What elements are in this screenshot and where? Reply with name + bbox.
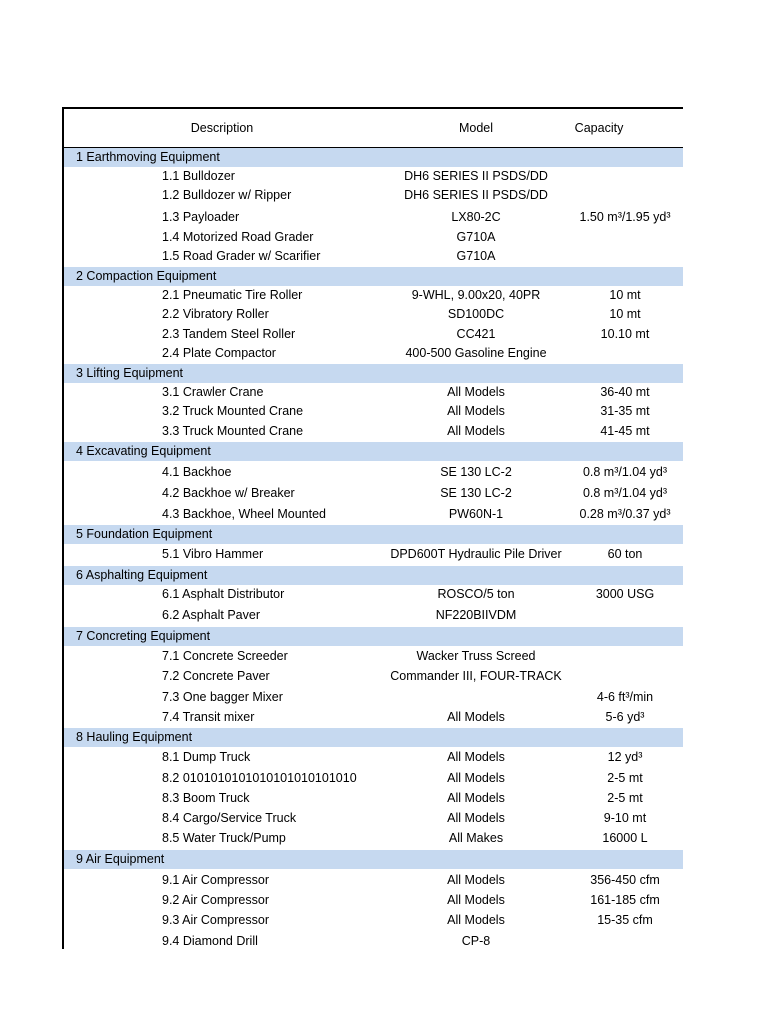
- row-capacity: 356-450 cfm: [590, 872, 660, 887]
- table-row: [64, 606, 683, 625]
- table-row: [64, 891, 683, 910]
- row-capacity: 31-35 mt: [600, 403, 650, 418]
- row-description: 3 Lifting Equipment: [76, 365, 184, 380]
- category-row: [64, 850, 683, 869]
- table-row: [64, 402, 683, 421]
- row-model: 400-500 Gasoline Engine: [405, 345, 547, 360]
- row-description: 6 Asphalting Equipment: [76, 567, 208, 582]
- row-capacity: 1.50 m³/1.95 yd³: [579, 209, 671, 224]
- row-model: SE 130 LC-2: [440, 485, 512, 500]
- table-row: [64, 829, 683, 848]
- row-model: NF220BIIVDM: [435, 607, 517, 622]
- row-description: 3.3 Truck Mounted Crane: [162, 423, 304, 438]
- row-description: 8.5 Water Truck/Pump: [162, 830, 286, 845]
- row-capacity: 15-35 cfm: [597, 912, 653, 927]
- row-description: 7.3 One bagger Mixer: [162, 689, 283, 704]
- header-description: Description: [190, 120, 254, 135]
- row-description: 5 Foundation Equipment: [76, 526, 213, 541]
- category-row: [64, 525, 683, 544]
- row-model: Wacker Truss Screed: [416, 648, 536, 663]
- row-model: All Models: [447, 384, 505, 399]
- row-description: 1 Earthmoving Equipment: [76, 149, 220, 164]
- row-description: 9.2 Air Compressor: [162, 892, 269, 907]
- row-description: 1.5 Road Grader w/ Scarifier: [162, 248, 321, 263]
- row-description: 6.2 Asphalt Paver: [162, 607, 260, 622]
- row-description: 7 Concreting Equipment: [76, 628, 211, 643]
- table-row: [64, 286, 683, 305]
- row-description: 2.4 Plate Compactor: [162, 345, 276, 360]
- category-row: [64, 442, 683, 461]
- row-description: 4.1 Backhoe: [162, 464, 232, 479]
- row-description: 4.3 Backhoe, Wheel Mounted: [162, 506, 326, 521]
- table-row: [64, 186, 683, 205]
- row-description: 2.2 Vibratory Roller: [162, 306, 269, 321]
- table-row: [64, 247, 683, 266]
- row-description: 4 Excavating Equipment: [76, 443, 211, 458]
- row-description: 9.4 Diamond Drill: [162, 933, 258, 948]
- row-capacity: 36-40 mt: [600, 384, 650, 399]
- row-description: 8 Hauling Equipment: [76, 729, 193, 744]
- category-row: [64, 364, 683, 383]
- table-row: [64, 708, 683, 727]
- row-description: 8.2 0101010101010101010101010: [162, 770, 357, 785]
- table-row: [64, 871, 683, 890]
- row-model: All Makes: [448, 830, 504, 845]
- row-capacity: 0.8 m³/1.04 yd³: [582, 464, 668, 479]
- table-row: [64, 769, 683, 788]
- row-description: 8.4 Cargo/Service Truck: [162, 810, 297, 825]
- row-description: 1.1 Bulldozer: [162, 168, 235, 183]
- row-description: 7.1 Concrete Screeder: [162, 648, 288, 663]
- row-description: 2.3 Tandem Steel Roller: [162, 326, 296, 341]
- row-description: 7.4 Transit mixer: [162, 709, 255, 724]
- row-capacity: 9-10 mt: [603, 810, 647, 825]
- row-model: All Models: [447, 770, 505, 785]
- table-row: [64, 228, 683, 247]
- row-capacity: 10 mt: [609, 306, 641, 321]
- row-capacity: 10 mt: [609, 287, 641, 302]
- category-row: [64, 566, 683, 585]
- table-row: [64, 545, 683, 564]
- row-capacity: 4-6 ft³/min: [596, 689, 654, 704]
- table-row: [64, 748, 683, 767]
- row-description: 9.1 Air Compressor: [162, 872, 269, 887]
- table-row: [64, 809, 683, 828]
- row-model: All Models: [447, 709, 505, 724]
- row-description: 8.3 Boom Truck: [162, 790, 250, 805]
- row-description: 7.2 Concrete Paver: [162, 668, 270, 683]
- row-description: 2.1 Pneumatic Tire Roller: [162, 287, 303, 302]
- row-description: 1.4 Motorized Road Grader: [162, 229, 314, 244]
- table-row: [64, 167, 683, 186]
- row-model: CP-8: [461, 933, 491, 948]
- table-row: [64, 383, 683, 402]
- row-model: All Models: [447, 810, 505, 825]
- row-model: ROSCO/5 ton: [437, 586, 515, 601]
- row-description: 1.2 Bulldozer w/ Ripper: [162, 187, 292, 202]
- row-description: 9.3 Air Compressor: [162, 912, 269, 927]
- row-model: SD100DC: [447, 306, 505, 321]
- row-description: 3.2 Truck Mounted Crane: [162, 403, 304, 418]
- row-model: All Models: [447, 790, 505, 805]
- equipment-table: [62, 107, 683, 949]
- table-row: [64, 325, 683, 344]
- table-row: [64, 789, 683, 808]
- row-model: 9-WHL, 9.00x20, 40PR: [411, 287, 541, 302]
- table-row: [64, 344, 683, 363]
- row-capacity: 0.8 m³/1.04 yd³: [582, 485, 668, 500]
- table-row: [64, 647, 683, 666]
- row-model: G710A: [456, 229, 496, 244]
- table-row: [64, 305, 683, 324]
- table-row: [64, 208, 683, 227]
- row-capacity: 10.10 mt: [600, 326, 650, 341]
- row-model: DH6 SERIES II PSDS/DD: [404, 168, 548, 183]
- header-model: Model: [458, 120, 494, 135]
- row-capacity: 12 yd³: [607, 749, 643, 764]
- table-row: [64, 505, 683, 524]
- table-row: [64, 422, 683, 441]
- row-description: 4.2 Backhoe w/ Breaker: [162, 485, 295, 500]
- row-description: 3.1 Crawler Crane: [162, 384, 264, 399]
- row-model: All Models: [447, 872, 505, 887]
- table-row: [64, 484, 683, 503]
- category-row: [64, 627, 683, 646]
- row-capacity: 161-185 cfm: [590, 892, 660, 907]
- row-capacity: 16000 L: [602, 830, 648, 845]
- table-row: [64, 911, 683, 930]
- row-description: 9 Air Equipment: [76, 851, 165, 866]
- row-model: LX80-2C: [451, 209, 501, 224]
- row-capacity: 5-6 yd³: [605, 709, 645, 724]
- row-description: 2 Compaction Equipment: [76, 268, 217, 283]
- row-model: DPD600T Hydraulic Pile Driver: [390, 546, 562, 561]
- table-row: [64, 688, 683, 707]
- row-model: PW60N-1: [448, 506, 504, 521]
- row-model: All Models: [447, 749, 505, 764]
- category-row: [64, 267, 683, 286]
- row-capacity: 41-45 mt: [600, 423, 650, 438]
- row-capacity: 2-5 mt: [607, 790, 643, 805]
- row-capacity: 2-5 mt: [607, 770, 643, 785]
- row-model: SE 130 LC-2: [440, 464, 512, 479]
- header-capacity: Capacity: [574, 120, 624, 135]
- row-description: 5.1 Vibro Hammer: [162, 546, 264, 561]
- row-model: All Models: [447, 892, 505, 907]
- row-description: 1.3 Payloader: [162, 209, 240, 224]
- table-row: [64, 667, 683, 686]
- table-row: [64, 463, 683, 482]
- table-row: [64, 932, 683, 951]
- row-model: G710A: [456, 248, 496, 263]
- row-description: 8.1 Dump Truck: [162, 749, 251, 764]
- row-model: All Models: [447, 423, 505, 438]
- category-row: [64, 728, 683, 747]
- row-model: All Models: [447, 403, 505, 418]
- row-model: Commander III, FOUR-TRACK: [390, 668, 562, 683]
- row-model: All Models: [447, 912, 505, 927]
- category-row: [64, 148, 683, 167]
- row-model: CC421: [456, 326, 496, 341]
- row-capacity: 3000 USG: [595, 586, 655, 601]
- table-header: [64, 109, 683, 147]
- row-model: DH6 SERIES II PSDS/DD: [404, 187, 548, 202]
- table-row: [64, 585, 683, 604]
- row-description: 6.1 Asphalt Distributor: [162, 586, 285, 601]
- row-capacity: 0.28 m³/0.37 yd³: [579, 506, 671, 521]
- row-capacity: 60 ton: [607, 546, 643, 561]
